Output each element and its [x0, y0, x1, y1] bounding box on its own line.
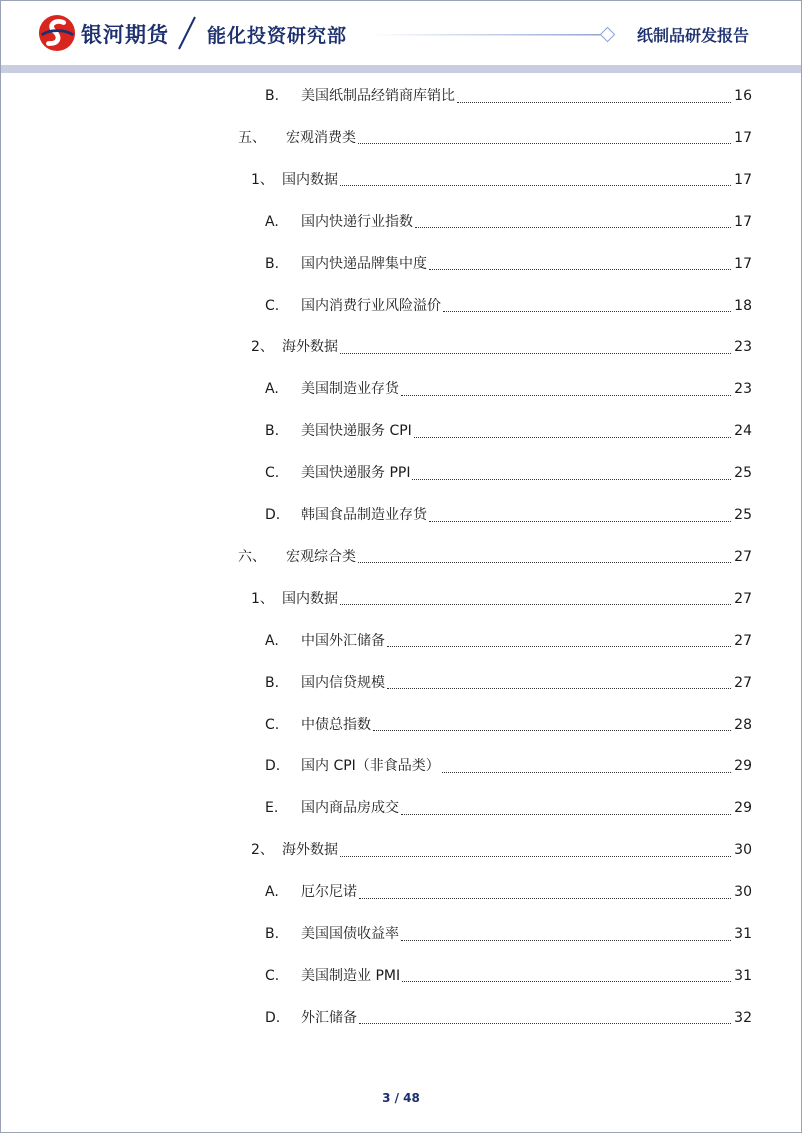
- toc-entry-label[interactable]: 美国制造业 PMI: [301, 967, 401, 984]
- toc-entry-page[interactable]: 24: [734, 423, 752, 440]
- toc-entry[interactable]: [251, 839, 752, 861]
- toc-entry-number: B.: [265, 88, 280, 104]
- toc-entry-number: 1、: [251, 590, 274, 607]
- toc-entry-page[interactable]: 32: [734, 1009, 752, 1026]
- toc-entry-label[interactable]: 美国制造业存货: [301, 381, 399, 398]
- toc-entry-number: C.: [265, 716, 280, 733]
- toc-entry-label[interactable]: 厄尔尼诺: [301, 884, 357, 901]
- toc-dot-leader: [387, 640, 731, 647]
- toc-entry-page[interactable]: 25: [734, 465, 752, 482]
- toc-entry[interactable]: [265, 211, 752, 233]
- header-band: [1, 65, 801, 73]
- toc-entry-page[interactable]: 29: [734, 758, 752, 775]
- toc-entry[interactable]: [265, 420, 752, 442]
- toc-entry-number: B.: [265, 674, 280, 691]
- toc-entry-page[interactable]: 30: [734, 884, 752, 901]
- toc-entry-number: 1、: [251, 171, 274, 188]
- toc-entry-number: D.: [265, 507, 281, 523]
- toc-dot-leader: [429, 263, 731, 270]
- toc-entry-page[interactable]: 30: [734, 842, 752, 859]
- toc-entry-label[interactable]: 韩国食品制造业存货: [301, 507, 427, 523]
- toc-entry-page[interactable]: 31: [734, 926, 752, 942]
- toc-entry-label[interactable]: 国内信贷规模: [301, 674, 385, 691]
- toc-entry-label[interactable]: 美国快递服务 PPI: [301, 465, 411, 482]
- toc-dot-leader: [414, 431, 731, 438]
- toc-dot-leader: [340, 347, 731, 354]
- toc-entry-number: 2、: [251, 842, 274, 859]
- toc-entry[interactable]: [265, 1007, 752, 1029]
- toc-entry-label[interactable]: 海外数据: [282, 842, 338, 859]
- toc-entry[interactable]: [265, 672, 752, 694]
- toc-entry-label[interactable]: 外汇储备: [301, 1009, 357, 1026]
- toc-entry-number: C.: [265, 967, 280, 984]
- toc-dot-leader: [401, 808, 731, 815]
- toc-entry[interactable]: [251, 336, 752, 358]
- toc-entry-page[interactable]: 29: [734, 800, 752, 817]
- header-rule: [371, 33, 611, 37]
- toc-entry[interactable]: [265, 714, 752, 736]
- toc-entry-label[interactable]: 宏观消费类: [286, 129, 356, 146]
- toc-entry-number: D.: [265, 758, 281, 775]
- toc-dot-leader: [387, 682, 731, 689]
- toc-entry-label[interactable]: 国内数据: [282, 171, 338, 188]
- header-divider-slash: [176, 15, 198, 51]
- toc-entry-page[interactable]: 18: [734, 297, 752, 314]
- toc-entry[interactable]: [265, 462, 752, 484]
- toc-entry-number: E.: [265, 800, 279, 817]
- toc-entry[interactable]: [265, 504, 752, 526]
- toc-entry-page[interactable]: 25: [734, 507, 752, 523]
- toc-entry-page[interactable]: 27: [734, 548, 752, 565]
- toc-entry[interactable]: [265, 755, 752, 777]
- toc-entry-number: D.: [265, 1009, 281, 1026]
- toc-entry-page[interactable]: 17: [734, 255, 752, 272]
- toc-entry-number: C.: [265, 465, 280, 482]
- toc-dot-leader: [457, 96, 731, 103]
- toc-entry-page[interactable]: 27: [734, 674, 752, 691]
- department-name: 能化投资研究部: [207, 25, 348, 47]
- toc-entry-page[interactable]: 17: [734, 171, 752, 188]
- toc-entry-number: A.: [265, 213, 279, 230]
- toc-dot-leader: [443, 305, 731, 312]
- brand-name: 银河期货: [81, 23, 169, 47]
- toc-dot-leader: [415, 221, 731, 228]
- toc-entry-number: C.: [265, 297, 280, 314]
- toc-dot-leader: [340, 598, 731, 605]
- toc-entry[interactable]: [265, 85, 752, 107]
- toc-dot-leader: [442, 766, 731, 773]
- toc-entry[interactable]: [251, 169, 752, 191]
- toc-entry-page[interactable]: 17: [734, 129, 752, 146]
- toc-entry[interactable]: [265, 253, 752, 275]
- toc-dot-leader: [401, 389, 731, 396]
- report-title: 纸制品研发报告: [636, 26, 749, 45]
- toc-entry-label[interactable]: 国内快递行业指数: [301, 213, 413, 230]
- toc-entry-label[interactable]: 美国国债收益率: [301, 926, 399, 942]
- toc-entry-number: A.: [265, 381, 279, 398]
- toc-entry-number: 六、: [238, 548, 266, 565]
- toc-entry[interactable]: [238, 546, 752, 568]
- toc-entry-number: 2、: [251, 339, 274, 356]
- toc-entry[interactable]: [265, 965, 752, 987]
- toc-entry[interactable]: [251, 588, 752, 610]
- toc-entry-label[interactable]: 国内 CPI（非食品类）: [301, 758, 440, 775]
- toc-entry-label[interactable]: 国内数据: [282, 590, 338, 607]
- toc-entry-label[interactable]: 国内消费行业风险溢价: [301, 297, 441, 314]
- toc-dot-leader: [359, 892, 731, 899]
- toc-entry[interactable]: [265, 295, 752, 317]
- toc-entry-label[interactable]: 中债总指数: [301, 716, 371, 733]
- toc-dot-leader: [401, 934, 731, 941]
- toc-entry-number: A.: [265, 632, 279, 649]
- toc-entry-page[interactable]: 17: [734, 213, 752, 230]
- toc-entry-number: B.: [265, 255, 280, 272]
- toc-entry[interactable]: [265, 797, 752, 819]
- toc-entry-page[interactable]: 28: [734, 716, 752, 733]
- toc-entry[interactable]: [265, 923, 752, 945]
- toc-dot-leader: [402, 975, 731, 982]
- toc-entry-label[interactable]: 宏观综合类: [286, 548, 356, 565]
- toc-dot-leader: [373, 724, 731, 731]
- toc-dot-leader: [340, 179, 731, 186]
- page-header: [1, 1, 801, 73]
- toc-entry-label[interactable]: 中国外汇储备: [301, 632, 385, 649]
- toc-dot-leader: [358, 137, 731, 144]
- toc-entry-page[interactable]: 23: [734, 339, 752, 356]
- header-diamond-icon: [600, 27, 616, 43]
- toc-entry-page[interactable]: 31: [734, 967, 752, 984]
- toc-entry-number: 五、: [238, 129, 266, 146]
- toc-dot-leader: [340, 850, 731, 857]
- toc-entry-label[interactable]: 国内商品房成交: [301, 800, 399, 817]
- page-number: 3 / 48: [382, 1091, 420, 1105]
- toc-entry-number: B.: [265, 926, 280, 942]
- toc-entry[interactable]: [265, 378, 752, 400]
- toc-entry-number: B.: [265, 423, 280, 440]
- toc-dot-leader: [429, 515, 731, 522]
- toc-dot-leader: [412, 473, 731, 480]
- toc-dot-leader: [358, 556, 731, 563]
- toc-entry-number: A.: [265, 884, 279, 901]
- toc-entry-label[interactable]: 美国快递服务 CPI: [301, 423, 412, 440]
- toc-entry-page[interactable]: 23: [734, 381, 752, 398]
- toc-entry-label[interactable]: 海外数据: [282, 339, 338, 356]
- toc-entry[interactable]: [265, 630, 752, 652]
- toc-entry-page[interactable]: 16: [734, 88, 752, 104]
- toc-entry-label[interactable]: 美国纸制品经销商库销比: [301, 88, 455, 104]
- toc-entry-page[interactable]: 27: [734, 632, 752, 649]
- toc-entry-label[interactable]: 国内快递品牌集中度: [301, 255, 427, 272]
- galaxy-futures-logo-icon: [38, 14, 76, 52]
- toc-dot-leader: [359, 1017, 731, 1024]
- toc-entry-page[interactable]: 27: [734, 590, 752, 607]
- toc-entry[interactable]: [265, 881, 752, 903]
- toc-entry[interactable]: [238, 127, 752, 149]
